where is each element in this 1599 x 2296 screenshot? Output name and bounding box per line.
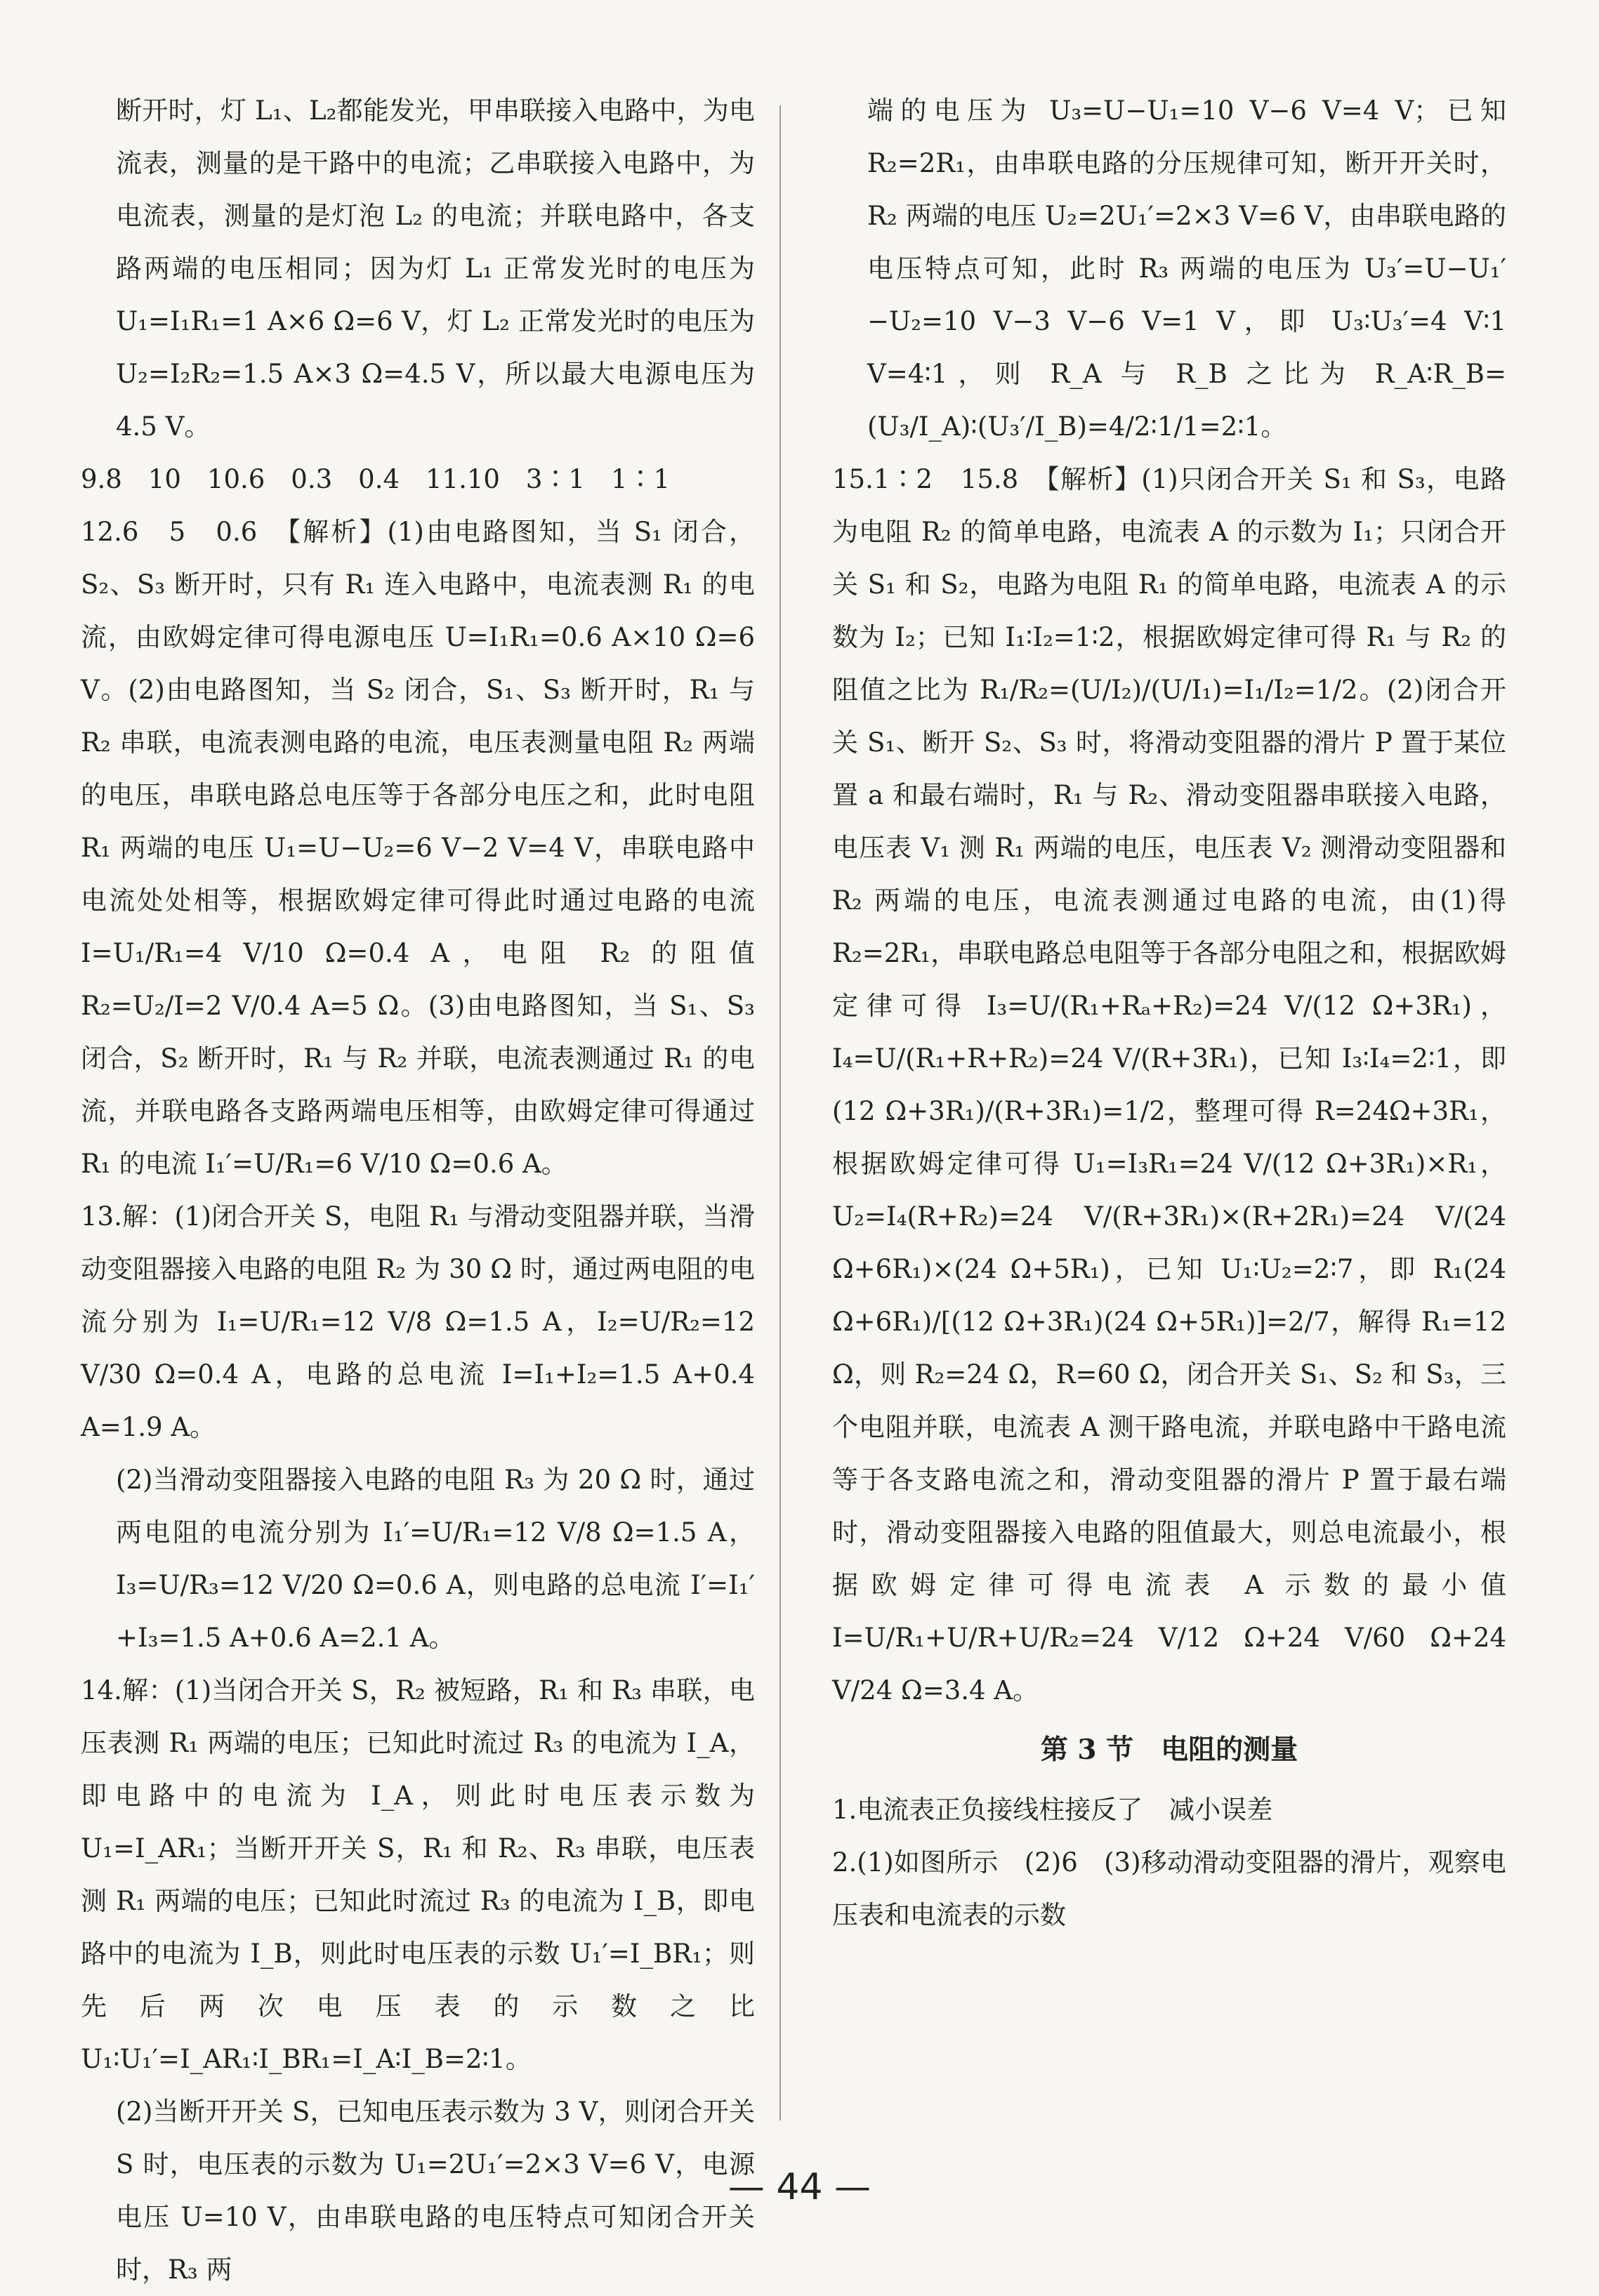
answer-paragraph: (2)当滑动变阻器接入电路的电阻 R₃ 为 20 Ω 时，通过两电阻的电流分别为 I₁′=U/R₁=12 V/8 Ω=1.5 A，I₃=U/R₃=12 V/20 Ω=0.6 A，则电路的总电流 I′=I₁′+I₃=1.5 A+0.6 A=2.1 A。 bbox=[116, 1465, 755, 1653]
answer-paragraph: 端的电压为 U₃=U−U₁=10 V−6 V=4 V；已知 R₂=2R₁，由串联电路的分压规律可知，断开开关时，R₂ 两端的电压 U₂=2U₁′=2×3 V=6 V，由串联电路的电压特点可知，此时 R₃ 两端的电压为 U₃′=U−U₁′−U₂=10 V−3 V−6 V=1 V，即 U₃∶U₃′=4 V∶1 V=4∶1，则 R_A 与 R_B 之比为 R_A∶R_B=(U₃/I_A)∶(U₃′/I_B)=4/2∶1/1=2∶1。 bbox=[867, 95, 1515, 442]
answer-paragraph: 断开时，灯 L₁、L₂都能发光，甲串联接入电路中，为电流表，测量的是干路中的电流；乙串联接入电路中，为电流表，测量的是灯泡 L₂ 的电流；并联电路中，各支路两端的电压相同；因为灯 L₁ 正常发光时的电压为 U₁=I₁R₁=1 A×6 Ω=6 V，灯 L₂ 正常发光时的电压为 U₂=I₂R₂=1.5 A×3 Ω=4.5 V，所以最大电源电压为 4.5 V。 bbox=[116, 95, 763, 442]
answer-paragraph: 12.6 5 0.6 【解析】(1)由电路图知，当 S₁ 闭合，S₂、S₃ 断开时，只有 R₁ 连入电路中，电流表测 R₁ 的电流，由欧姆定律可得电源电压 U=I₁R₁=0.6 A×10 Ω=6 V。(2)由电路图知，当 S₂ 闭合，S₁、S₃ 断开时，R₁ 与 R₂ 串联，电流表测电路的电流，电压表测量电阻 R₂ 两端的电压，串联电路总电压等于各部分电压之和，此时电阻 R₁ 两端的电压 U₁=U−U₂=6 V−2 V=4 V，串联电路中电流处处相等，根据欧姆定律可得此时通过电路的电流 I=U₁/R₁=4 V/10 Ω=0.4 A，电阻 R₂ 的阻值 R₂=U₂/I=2 V/0.4 A=5 Ω。(3)由电路图知，当 S₁、S₃ 闭合，S₂ 断开时，R₁ 与 R₂ 并联，电流表测通过 R₁ 的电流，并联电路各支路两端电压相等，由欧姆定律可得通过 R₁ 的电流 I₁′=U/R₁=6 V/10 Ω=0.6 A。 bbox=[81, 517, 763, 1179]
section-item: 1.电流表正负接线柱接反了 减小误差 bbox=[832, 1795, 1273, 1825]
section-title: 第 3 节 电阻的测量 bbox=[1040, 1734, 1298, 1766]
page-number: — 44 — bbox=[728, 2166, 871, 2208]
answer-paragraph: 13.解：(1)闭合开关 S，电阻 R₁ 与滑动变阻器并联，当滑动变阻器接入电路的电阻 R₂ 为 30 Ω 时，通过两电阻的电流分别为 I₁=U/R₁=12 V/8 Ω=1.5 A，I₂=U/R₂=12 V/30 Ω=0.4 A，电路的总电流 I=I₁+I₂=1.5 A+0.4 A=1.9 A。 bbox=[81, 1201, 763, 1442]
left-column bbox=[81, 84, 763, 2296]
answer-paragraph: 9.8 10 10.6 0.3 0.4 11.10 3∶1 1∶1 bbox=[81, 464, 671, 494]
answer-paragraph: 14.解：(1)当闭合开关 S，R₂ 被短路，R₁ 和 R₃ 串联，电压表测 R₁ 两端的电压；已知此时流过 R₃ 的电流为 I_A，即电路中的电流为 I_A，则此时电压表示数为 U₁=I_AR₁；当断开开关 S，R₁ 和 R₂、R₃ 串联，电压表测 R₁ 两端的电压；已知此时流过 R₃ 的电流为 I_B，即电路中的电流为 I_B，则此时电压表的示数 U₁′=I_BR₁；则先后两次电压表的示数之比 U₁∶U₁′=I_AR₁∶I_BR₁=I_A∶I_B=2∶1。 bbox=[81, 1675, 763, 2074]
column-divider bbox=[779, 105, 781, 2120]
answer-paragraph: 15.1∶2 15.8 【解析】(1)只闭合开关 S₁ 和 S₃，电路为电阻 R₂ 的简单电路，电流表 A 的示数为 I₁；只闭合开关 S₁ 和 S₂，电路为电阻 R₁ 的简单电路，电流表 A 的示数为 I₂；已知 I₁∶I₂=1∶2，根据欧姆定律可得 R₁ 与 R₂ 的阻值之比为 R₁/R₂=(U/I₂)/(U/I₁)=I₁/I₂=1/2。(2)闭合开关 S₁、断开 S₂、S₃ 时，将滑动变阻器的滑片 P 置于某位置 a 和最右端时，R₁ 与 R₂、滑动变阻器串联接入电路，电压表 V₁ 测 R₁ 两端的电压，电压表 V₂ 测滑动变阻器和 R₂ 两端的电压，电流表测通过电路的电流，由(1)得 R₂=2R₁，串联电路总电阻等于各部分电阻之和，根据欧姆定律可得 I₃=U/(R₁+Rₐ+R₂)=24 V/(12 Ω+3R₁)，I₄=U/(R₁+R+R₂)=24 V/(R+3R₁)，已知 I₃∶I₄=2∶1，即 (12 Ω+3R₁)/(R+3R₁)=1/2，整理可得 R=24Ω+3R₁，根据欧姆定律可得 U₁=I₃R₁=24 V/(12 Ω+3R₁)×R₁，U₂=I₄(R+R₂)=24 V/(R+3R₁)×(R+2R₁)=24 V/(24 Ω+6R₁)×(24 Ω+5R₁)，已知 U₁∶U₂=2∶7，即 R₁(24 Ω+6R₁)/[(12 Ω+3R₁)(24 Ω+5R₁)]=2/7，解得 R₁=12 Ω，则 R₂=24 Ω，R=60 Ω，闭合开关 S₁、S₂ 和 S₃，三个电阻并联，电流表 A 测干路电流，并联电路中干路电流等于各支路电流之和，滑动变阻器的滑片 P 置于最右端时，滑动变阻器接入电路的阻值最大，则总电流最小，根据欧姆定律可得电流表 A 示数的最小值 I=U/R₁+U/R+U/R₂=24 V/12 Ω+24 V/60 Ω+24 V/24 Ω=3.4 A。 bbox=[832, 464, 1515, 1705]
right-column bbox=[832, 84, 1515, 1941]
answer-paragraph: (2)当断开开关 S，已知电压表示数为 3 V，则闭合开关 S 时，电压表的示数为 U₁=2U₁′=2×3 V=6 V，电源电压 U=10 V，由串联电路的电压特点可知闭合开关时，R₃ 两 bbox=[116, 2097, 763, 2285]
section-item: 2.(1)如图所示 (2)6 (3)移动滑动变阻器的滑片，观察电压表和电流表的示数 bbox=[832, 1847, 1506, 1930]
